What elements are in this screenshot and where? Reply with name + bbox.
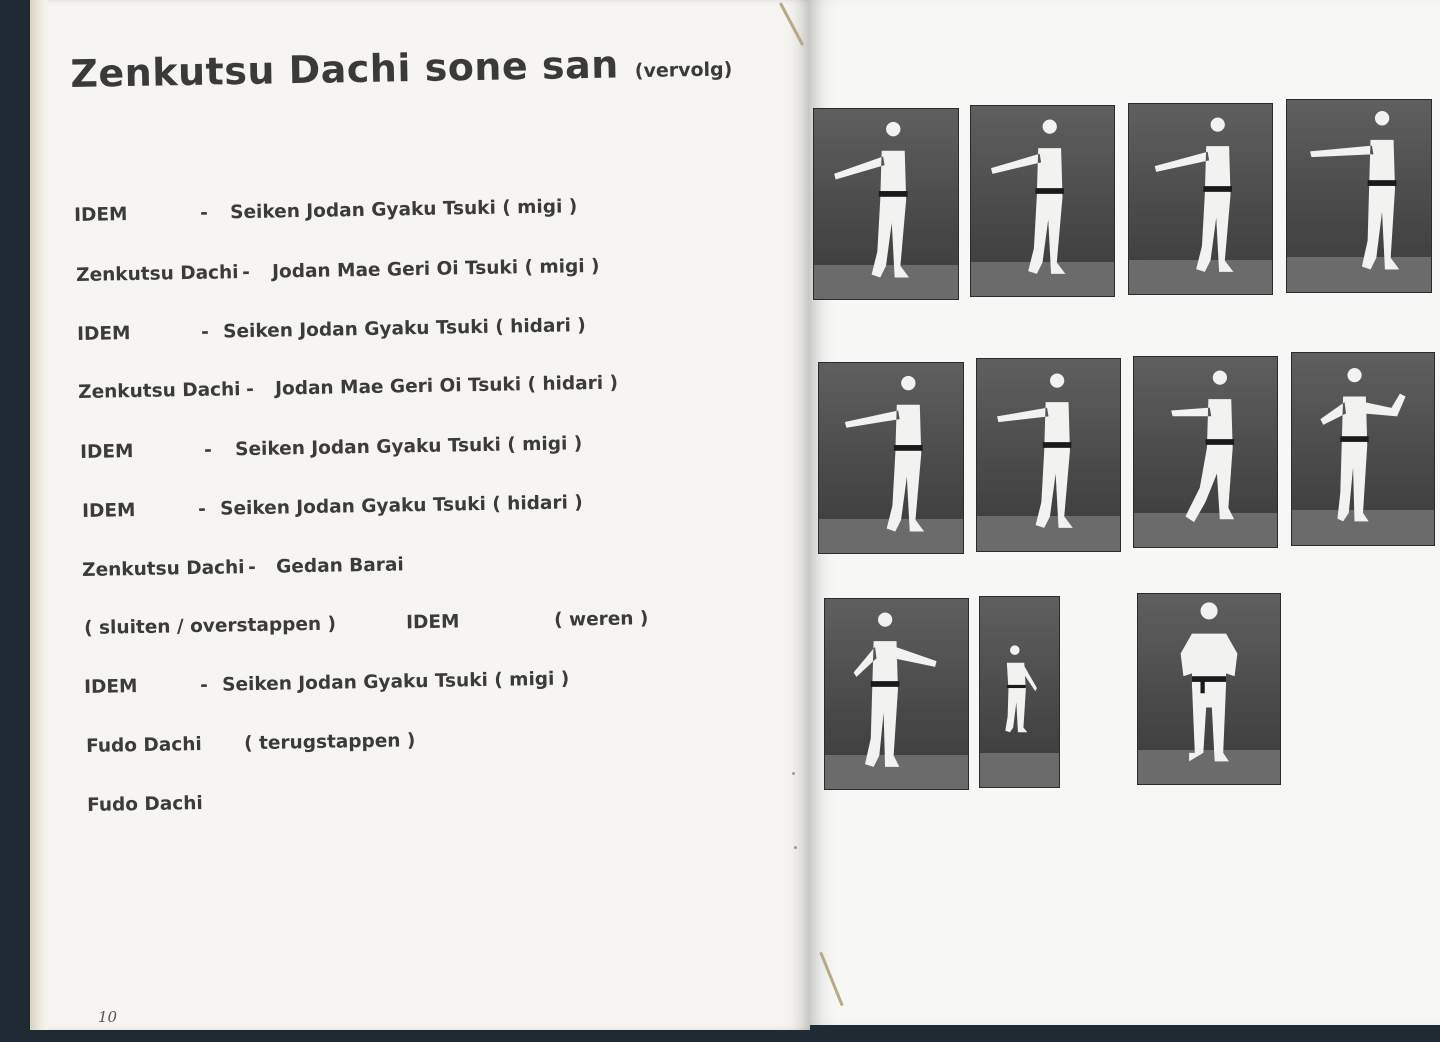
karate-photo: [1128, 103, 1273, 295]
step-technique: Seiken Jodan Gyaku Tsuki ( migi ): [234, 433, 583, 461]
karate-photo: [1286, 99, 1432, 293]
page-title: [70, 40, 771, 112]
karate-photo: [824, 598, 969, 790]
step-stance: IDEM: [80, 441, 134, 463]
step-stance: IDEM: [84, 676, 138, 698]
step-stance: IDEM: [82, 500, 136, 522]
step-dash: -: [245, 378, 255, 401]
step-technique: Seiken Jodan Gyaku Tsuki ( hidari ): [222, 315, 586, 343]
title-text: Zenkutsu Dachi sone san: [70, 42, 620, 96]
step-stance: Zenkutsu Dachi: [78, 379, 241, 403]
step-stance: Fudo Dachi: [87, 792, 203, 816]
step-technique: ( terugstappen ): [243, 730, 416, 755]
karate-photo: [970, 105, 1115, 297]
step-technique: Jodan Mae Geri Oi Tsuki ( hidari ): [274, 372, 619, 400]
step-dash: -: [197, 498, 207, 520]
karate-photo: [818, 362, 964, 554]
step-dash: -: [199, 674, 209, 696]
step-stance: ( sluiten / overstappen ): [84, 613, 337, 639]
step-technique: Seiken Jodan Gyaku Tsuki ( migi ): [229, 196, 578, 224]
karate-photo: [976, 358, 1121, 552]
title-suffix: (vervolg): [634, 58, 733, 83]
step-stance: IDEM: [74, 204, 128, 226]
karate-photo: [813, 108, 959, 300]
binding-hole: [794, 846, 797, 849]
karate-photo: [1133, 356, 1278, 548]
step-middle: IDEM: [405, 611, 460, 634]
step-technique: Seiken Jodan Gyaku Tsuki ( hidari ): [219, 492, 583, 520]
step-dash: -: [203, 439, 213, 461]
step-dash: -: [241, 261, 251, 284]
step-dash: -: [200, 321, 210, 343]
step-dash: -: [199, 202, 209, 224]
left-page-edge: [30, 0, 48, 1030]
step-stance: IDEM: [77, 323, 131, 345]
step-stance: Zenkutsu Dachi: [82, 557, 245, 581]
page-number: 10: [98, 1008, 118, 1026]
karate-photo: [1137, 593, 1281, 785]
step-technique: Seiken Jodan Gyaku Tsuki ( migi ): [221, 668, 570, 696]
step-stance: Fudo Dachi: [86, 733, 202, 757]
step-stance: Zenkutsu Dachi: [76, 262, 239, 286]
binding-hole: [792, 772, 795, 775]
step-technique: Jodan Mae Geri Oi Tsuki ( migi ): [271, 255, 600, 283]
step-technique: Gedan Barai: [275, 554, 404, 578]
step-technique: ( weren ): [553, 608, 649, 631]
karate-photo: [1291, 352, 1435, 546]
step-dash: -: [247, 556, 257, 579]
karate-photo: [979, 596, 1060, 788]
